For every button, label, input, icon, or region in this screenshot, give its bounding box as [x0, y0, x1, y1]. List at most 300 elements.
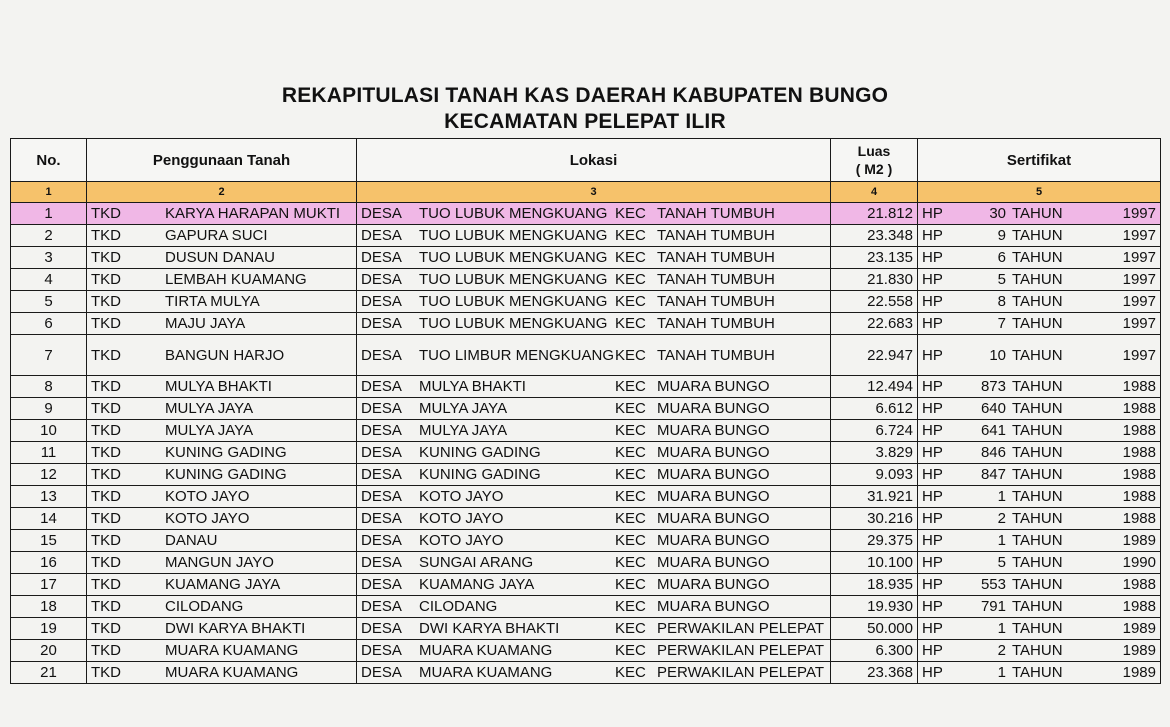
location-cell	[357, 574, 831, 596]
table-row	[11, 335, 1161, 376]
area-value: 23.348	[831, 225, 918, 247]
village-name: MULYA JAYA	[419, 422, 508, 439]
tahun-label: TAHUN	[1012, 422, 1063, 439]
tahun-label: TAHUN	[1012, 271, 1063, 288]
village-name: MUARA KUAMANG	[419, 642, 553, 659]
land-use-name: CILODANG	[165, 598, 244, 615]
certificate-number: 8	[997, 293, 1006, 310]
certificate-number: 847	[980, 466, 1006, 483]
certificate-type: HP	[922, 444, 943, 461]
tahun-label: TAHUN	[1012, 346, 1063, 364]
land-use-name: MAJU JAYA	[165, 315, 246, 332]
certificate-year: 1988	[1122, 422, 1156, 439]
land-use-name: KUNING GADING	[165, 444, 287, 461]
location-cell	[357, 376, 831, 398]
row-number: 21	[11, 662, 87, 684]
certificate-year: 1997	[1122, 271, 1156, 288]
certificate-type: HP	[922, 576, 943, 593]
desa-label: DESA	[361, 271, 402, 288]
area-value: 29.375	[831, 530, 918, 552]
kec-label: KEC	[615, 598, 646, 615]
certificate-cell	[918, 486, 1161, 508]
location-cell	[357, 508, 831, 530]
row-number: 8	[11, 376, 87, 398]
row-number: 16	[11, 552, 87, 574]
location-cell	[357, 662, 831, 684]
land-use-code: TKD	[91, 271, 121, 288]
land-use-name: MULYA BHAKTI	[165, 378, 272, 395]
land-use-name: MUARA KUAMANG	[165, 642, 299, 659]
land-use-code: TKD	[91, 422, 121, 439]
land-use-cell	[87, 398, 357, 420]
land-use-name: KOTO JAYO	[165, 510, 250, 527]
district-name: TANAH TUMBUH	[657, 315, 775, 332]
land-use-cell	[87, 269, 357, 291]
land-use-code: TKD	[91, 346, 121, 364]
desa-label: DESA	[361, 532, 402, 549]
land-use-code: TKD	[91, 642, 121, 659]
certificate-number: 1	[997, 532, 1006, 549]
table-row	[11, 313, 1161, 335]
tahun-label: TAHUN	[1012, 664, 1063, 681]
certificate-cell	[918, 508, 1161, 530]
certificate-cell	[918, 640, 1161, 662]
row-number: 1	[11, 203, 87, 225]
header-luas	[831, 139, 918, 182]
kec-label: KEC	[615, 620, 646, 637]
district-name: PERWAKILAN PELEPAT	[657, 664, 824, 681]
tahun-label: TAHUN	[1012, 249, 1063, 266]
kec-label: KEC	[615, 400, 646, 417]
desa-label: DESA	[361, 227, 402, 244]
location-cell	[357, 247, 831, 269]
certificate-cell	[918, 596, 1161, 618]
tahun-label: TAHUN	[1012, 315, 1063, 332]
desa-label: DESA	[361, 576, 402, 593]
area-value: 22.683	[831, 313, 918, 335]
certificate-type: HP	[922, 315, 943, 332]
row-number: 6	[11, 313, 87, 335]
certificate-type: HP	[922, 205, 943, 222]
certificate-year: 1997	[1122, 205, 1156, 222]
table-row	[11, 662, 1161, 684]
land-use-cell	[87, 291, 357, 313]
area-value: 6.724	[831, 420, 918, 442]
location-cell	[357, 291, 831, 313]
kec-label: KEC	[615, 664, 646, 681]
land-use-name: LEMBAH KUAMANG	[165, 271, 307, 288]
village-name: TUO LUBUK MENGKUANG	[419, 271, 608, 288]
certificate-cell	[918, 398, 1161, 420]
desa-label: DESA	[361, 422, 402, 439]
location-cell	[357, 640, 831, 662]
certificate-cell	[918, 552, 1161, 574]
table-row	[11, 291, 1161, 313]
land-use-name: KOTO JAYO	[165, 488, 250, 505]
table-row	[11, 530, 1161, 552]
district-name: MUARA BUNGO	[657, 466, 770, 483]
land-use-code: TKD	[91, 664, 121, 681]
district-name: PERWAKILAN PELEPAT	[657, 642, 824, 659]
land-use-cell	[87, 247, 357, 269]
kec-label: KEC	[615, 576, 646, 593]
column-number: 2	[87, 182, 357, 203]
certificate-cell	[918, 574, 1161, 596]
area-value: 19.930	[831, 596, 918, 618]
row-number: 9	[11, 398, 87, 420]
desa-label: DESA	[361, 205, 402, 222]
certificate-cell	[918, 203, 1161, 225]
row-number: 12	[11, 464, 87, 486]
column-number: 4	[831, 182, 918, 203]
certificate-cell	[918, 442, 1161, 464]
location-cell	[357, 335, 831, 376]
area-value: 50.000	[831, 618, 918, 640]
tahun-label: TAHUN	[1012, 444, 1063, 461]
location-cell	[357, 486, 831, 508]
land-use-code: TKD	[91, 227, 121, 244]
certificate-number: 1	[997, 488, 1006, 505]
certificate-cell	[918, 618, 1161, 640]
area-value: 12.494	[831, 376, 918, 398]
certificate-number: 1	[997, 664, 1006, 681]
certificate-year: 1988	[1122, 576, 1156, 593]
district-name: MUARA BUNGO	[657, 422, 770, 439]
certificate-cell	[918, 464, 1161, 486]
area-value: 21.830	[831, 269, 918, 291]
row-number: 5	[11, 291, 87, 313]
document-title: REKAPITULASI TANAH KAS DAERAH KABUPATEN BUNGO	[281, 84, 889, 107]
table-row	[11, 420, 1161, 442]
desa-label: DESA	[361, 346, 402, 364]
land-use-code: TKD	[91, 249, 121, 266]
row-number: 20	[11, 640, 87, 662]
land-use-name: KUNING GADING	[165, 466, 287, 483]
certificate-type: HP	[922, 598, 943, 615]
header-luas-label: Luas	[857, 143, 891, 159]
district-name: MUARA BUNGO	[657, 554, 770, 571]
certificate-number: 5	[997, 554, 1006, 571]
row-number: 18	[11, 596, 87, 618]
tahun-label: TAHUN	[1012, 227, 1063, 244]
certificate-type: HP	[922, 249, 943, 266]
land-use-cell	[87, 313, 357, 335]
location-cell	[357, 225, 831, 247]
land-use-cell	[87, 376, 357, 398]
village-name: KUAMANG JAYA	[419, 576, 535, 593]
area-value: 22.947	[831, 335, 918, 376]
village-name: KUNING GADING	[419, 444, 541, 461]
certificate-year: 1988	[1122, 488, 1156, 505]
desa-label: DESA	[361, 293, 402, 310]
land-use-code: TKD	[91, 620, 121, 637]
kec-label: KEC	[615, 205, 646, 222]
village-name: KOTO JAYO	[419, 510, 504, 527]
certificate-number: 846	[980, 444, 1006, 461]
tahun-label: TAHUN	[1012, 293, 1063, 310]
tahun-label: TAHUN	[1012, 510, 1063, 527]
certificate-year: 1988	[1122, 510, 1156, 527]
certificate-number: 30	[989, 205, 1006, 222]
land-use-name: BANGUN HARJO	[165, 346, 285, 364]
certificate-cell	[918, 269, 1161, 291]
certificate-number: 873	[980, 378, 1006, 395]
area-value: 23.135	[831, 247, 918, 269]
certificate-cell	[918, 247, 1161, 269]
land-use-cell	[87, 464, 357, 486]
land-use-cell	[87, 596, 357, 618]
certificate-number: 5	[997, 271, 1006, 288]
district-name: MUARA BUNGO	[657, 378, 770, 395]
district-name: MUARA BUNGO	[657, 488, 770, 505]
location-cell	[357, 530, 831, 552]
land-use-cell	[87, 662, 357, 684]
kec-label: KEC	[615, 315, 646, 332]
kec-label: KEC	[615, 378, 646, 395]
tahun-label: TAHUN	[1012, 642, 1063, 659]
kec-label: KEC	[615, 510, 646, 527]
certificate-year: 1997	[1122, 227, 1156, 244]
desa-label: DESA	[361, 378, 402, 395]
land-use-name: KUAMANG JAYA	[165, 576, 281, 593]
area-value: 10.100	[831, 552, 918, 574]
land-use-code: TKD	[91, 378, 121, 395]
kec-label: KEC	[615, 532, 646, 549]
kec-label: KEC	[615, 642, 646, 659]
tahun-label: TAHUN	[1012, 205, 1063, 222]
column-number: 5	[918, 182, 1161, 203]
location-cell	[357, 618, 831, 640]
land-use-code: TKD	[91, 293, 121, 310]
kec-label: KEC	[615, 271, 646, 288]
certificate-year: 1988	[1122, 444, 1156, 461]
certificate-cell	[918, 335, 1161, 376]
village-name: TUO LUBUK MENGKUANG	[419, 205, 608, 222]
kec-label: KEC	[615, 444, 646, 461]
desa-label: DESA	[361, 664, 402, 681]
village-name: SUNGAI ARANG	[419, 554, 534, 571]
kec-label: KEC	[615, 488, 646, 505]
table-row	[11, 269, 1161, 291]
village-name: MUARA KUAMANG	[419, 664, 553, 681]
village-name: MULYA JAYA	[419, 400, 508, 417]
tahun-label: TAHUN	[1012, 598, 1063, 615]
land-use-code: TKD	[91, 554, 121, 571]
district-name: TANAH TUMBUH	[657, 293, 775, 310]
village-name: KUNING GADING	[419, 466, 541, 483]
tahun-label: TAHUN	[1012, 466, 1063, 483]
desa-label: DESA	[361, 620, 402, 637]
certificate-year: 1989	[1122, 642, 1156, 659]
certificate-type: HP	[922, 271, 943, 288]
tahun-label: TAHUN	[1012, 378, 1063, 395]
table-row	[11, 508, 1161, 530]
area-value: 30.216	[831, 508, 918, 530]
column-number: 1	[11, 182, 87, 203]
table-row	[11, 486, 1161, 508]
header-lokasi: Lokasi	[357, 139, 831, 182]
tahun-label: TAHUN	[1012, 532, 1063, 549]
certificate-year: 1988	[1122, 466, 1156, 483]
land-use-name: KARYA HARAPAN MUKTI	[165, 205, 341, 222]
table-row	[11, 640, 1161, 662]
tahun-label: TAHUN	[1012, 554, 1063, 571]
row-number: 2	[11, 225, 87, 247]
village-name: KOTO JAYO	[419, 532, 504, 549]
row-number: 10	[11, 420, 87, 442]
tahun-label: TAHUN	[1012, 620, 1063, 637]
table-body	[11, 203, 1161, 684]
certificate-number: 1	[997, 620, 1006, 637]
header-luas-unit: ( M2 )	[855, 161, 893, 177]
kec-label: KEC	[615, 227, 646, 244]
land-use-cell	[87, 552, 357, 574]
desa-label: DESA	[361, 598, 402, 615]
row-number: 7	[11, 335, 87, 376]
row-number: 3	[11, 247, 87, 269]
table-row	[11, 574, 1161, 596]
desa-label: DESA	[361, 444, 402, 461]
land-use-code: TKD	[91, 400, 121, 417]
desa-label: DESA	[361, 249, 402, 266]
area-value: 23.368	[831, 662, 918, 684]
desa-label: DESA	[361, 315, 402, 332]
certificate-year: 1989	[1122, 664, 1156, 681]
certificate-type: HP	[922, 554, 943, 571]
certificate-year: 1997	[1122, 293, 1156, 310]
certificate-year: 1988	[1122, 378, 1156, 395]
land-use-cell	[87, 442, 357, 464]
row-number: 14	[11, 508, 87, 530]
district-name: MUARA BUNGO	[657, 444, 770, 461]
land-use-name: MUARA KUAMANG	[165, 664, 299, 681]
land-use-code: TKD	[91, 488, 121, 505]
land-use-code: TKD	[91, 466, 121, 483]
land-use-code: TKD	[91, 576, 121, 593]
location-cell	[357, 203, 831, 225]
row-number: 11	[11, 442, 87, 464]
certificate-type: HP	[922, 422, 943, 439]
table-row	[11, 203, 1161, 225]
certificate-cell	[918, 376, 1161, 398]
certificate-type: HP	[922, 532, 943, 549]
certificate-year: 1989	[1122, 620, 1156, 637]
village-name: TUO LUBUK MENGKUANG	[419, 293, 608, 310]
certificate-number: 640	[980, 400, 1006, 417]
location-cell	[357, 398, 831, 420]
land-use-cell	[87, 486, 357, 508]
certificate-cell	[918, 420, 1161, 442]
document-subtitle: KECAMATAN PELEPAT ILIR	[444, 110, 726, 133]
district-name: MUARA BUNGO	[657, 576, 770, 593]
land-use-cell	[87, 640, 357, 662]
certificate-type: HP	[922, 664, 943, 681]
certificate-cell	[918, 313, 1161, 335]
location-cell	[357, 442, 831, 464]
area-value: 6.300	[831, 640, 918, 662]
location-cell	[357, 420, 831, 442]
certificate-type: HP	[922, 227, 943, 244]
area-value: 21.812	[831, 203, 918, 225]
kec-label: KEC	[615, 422, 646, 439]
certificate-number: 7	[997, 315, 1006, 332]
land-use-code: TKD	[91, 598, 121, 615]
land-use-cell	[87, 225, 357, 247]
land-use-cell	[87, 508, 357, 530]
row-number: 13	[11, 486, 87, 508]
certificate-type: HP	[922, 620, 943, 637]
land-use-name: MANGUN JAYO	[165, 554, 274, 571]
row-number: 17	[11, 574, 87, 596]
village-name: TUO LUBUK MENGKUANG	[419, 227, 608, 244]
column-number-row	[11, 182, 1161, 203]
certificate-number: 641	[980, 422, 1006, 439]
district-name: TANAH TUMBUH	[657, 346, 775, 364]
certificate-year: 1988	[1122, 598, 1156, 615]
table-row	[11, 247, 1161, 269]
village-name: KOTO JAYO	[419, 488, 504, 505]
tahun-label: TAHUN	[1012, 400, 1063, 417]
location-cell	[357, 596, 831, 618]
certificate-type: HP	[922, 293, 943, 310]
certificate-type: HP	[922, 346, 943, 364]
certificate-number: 2	[997, 642, 1006, 659]
land-use-name: MULYA JAYA	[165, 422, 254, 439]
table-row	[11, 225, 1161, 247]
header-penggunaan: Penggunaan Tanah	[87, 139, 357, 182]
village-name: TUO LIMBUR MENGKUANG	[419, 346, 615, 364]
certificate-year: 1988	[1122, 400, 1156, 417]
table-header-row	[11, 139, 1161, 182]
certificate-number: 10	[989, 346, 1006, 364]
district-name: PERWAKILAN PELEPAT	[657, 620, 824, 637]
village-name: DWI KARYA BHAKTI	[419, 620, 560, 637]
land-use-cell	[87, 420, 357, 442]
land-use-name: GAPURA SUCI	[165, 227, 268, 244]
land-use-cell	[87, 530, 357, 552]
certificate-type: HP	[922, 488, 943, 505]
table-row	[11, 596, 1161, 618]
land-use-cell	[87, 203, 357, 225]
column-number: 3	[357, 182, 831, 203]
certificate-cell	[918, 225, 1161, 247]
desa-label: DESA	[361, 510, 402, 527]
kec-label: KEC	[615, 293, 646, 310]
table-row	[11, 464, 1161, 486]
table-row	[11, 398, 1161, 420]
land-use-code: TKD	[91, 315, 121, 332]
row-number: 4	[11, 269, 87, 291]
district-name: MUARA BUNGO	[657, 510, 770, 527]
land-use-name: DUSUN DANAU	[165, 249, 276, 266]
table-row	[11, 552, 1161, 574]
certificate-cell	[918, 662, 1161, 684]
header-no: No.	[11, 139, 87, 182]
desa-label: DESA	[361, 466, 402, 483]
certificate-type: HP	[922, 510, 943, 527]
area-value: 18.935	[831, 574, 918, 596]
village-name: CILODANG	[419, 598, 498, 615]
certificate-year: 1997	[1122, 346, 1156, 364]
district-name: MUARA BUNGO	[657, 400, 770, 417]
kec-label: KEC	[615, 466, 646, 483]
table-row	[11, 376, 1161, 398]
certificate-number: 2	[997, 510, 1006, 527]
certificate-type: HP	[922, 378, 943, 395]
desa-label: DESA	[361, 554, 402, 571]
land-use-name: TIRTA MULYA	[165, 293, 260, 310]
kec-label: KEC	[615, 554, 646, 571]
